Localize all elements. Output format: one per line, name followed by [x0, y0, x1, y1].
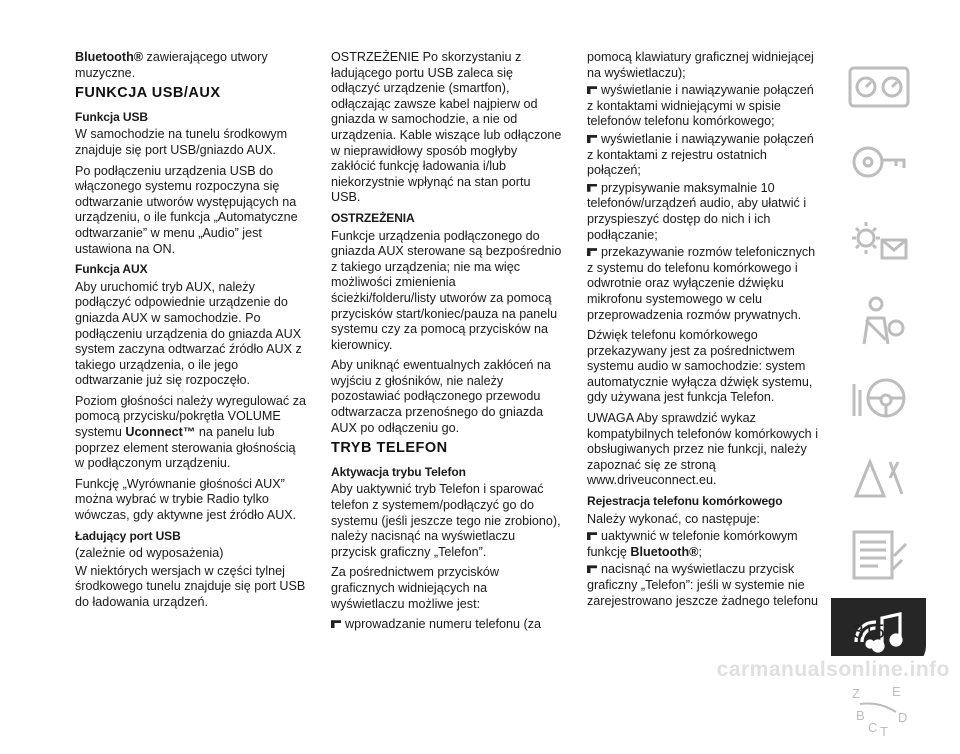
- intro-paragraph: Bluetooth® zawierającego utwory muzyczne.: [75, 50, 268, 80]
- index-letter: E: [892, 684, 901, 699]
- section-heading-phone-mode: TRYB TELEFON: [331, 440, 448, 457]
- seatbelt-safety-icon: [846, 292, 912, 350]
- section-heading-usb-aux: FUNKCJA USB/AUX: [75, 85, 221, 102]
- warning-paragraph: OSTRZEŻENIE Po skorzystaniu z ładującego portu USB zaleca się odłączyć urządzenie (smartfon), odłączając zawsze kabel najpierw od gniazda w samochodzie, a nie od urządzenia. Kable wiszące lub odłączone w nieprawidłowy sposób mogłyby zakłócić funkcję ładowania i/lub niekorzystnie wpłynąć na stan portu USB.: [331, 50, 562, 205]
- paragraph: Po podłączeniu urządzenia USB do włączonego systemu rozpoczyna się odtwarzanie utworów występujących na urządzeniu, o ile funkcja „Automatyczne odtwarzanie” w menu „Audio” jest ustawiona na ON.: [75, 163, 298, 256]
- maintenance-list-icon: [846, 526, 912, 584]
- chapter-index-sidebar: [831, 52, 926, 754]
- paragraph: Aby uaktywnić tryb Telefon i sparować telefon z systemem/podłączyć go do systemu (jeśli jeszcze tego nie zrobiono), należy nacisnąć na wyświetlaczu przycisk graficzny „Telefon”.: [331, 482, 561, 559]
- chapter-tab-safety[interactable]: [831, 286, 926, 356]
- chapter-tab-maintenance[interactable]: [831, 520, 926, 590]
- bullet-item: nacisnąć na wyświetlaczu przycisk graficzny „Telefon”: jeśli w systemie nie zarejestrowano jeszcze żadnego telefonu: [587, 562, 819, 608]
- subheading-aux: Funkcja AUX: [75, 262, 148, 277]
- breakdown-icon: [846, 448, 912, 506]
- watermark-strip: [560, 656, 960, 683]
- chapter-tab-safety-start[interactable]: [831, 130, 926, 200]
- paragraph: Należy wykonać, co następuje:: [587, 511, 760, 526]
- text-column-2: [331, 50, 563, 638]
- paragraph: W samochodzie na tunelu środkowym znajduje się port USB/gniazdo AUX.: [75, 127, 288, 157]
- index-letter: C: [868, 720, 878, 735]
- bullet-icon: [587, 135, 597, 143]
- steering-wheel-icon: [846, 370, 912, 428]
- paragraph: (zależnie od wyposażenia): [75, 546, 224, 561]
- paragraph: Za pośrednictwem przycisków graficznych widniejących na wyświetlaczu możliwe jest:: [331, 565, 499, 611]
- index-letters-icon: [846, 682, 912, 740]
- chapter-tab-driving[interactable]: [831, 364, 926, 434]
- index-letter: D: [898, 710, 908, 725]
- chapter-tab-dashboard[interactable]: [831, 52, 926, 122]
- bullet-item: wyświetlanie i nawiązywanie połączeń z kontaktami z rejestru ostatnich połączeń;: [587, 131, 814, 178]
- note-paragraph: UWAGA Aby sprawdzić wykaz kompatybilnych telefonów komórkowych i obsługiwanych przez nie funkcji, należy zapoznać się ze stroną www.driveuconnect.eu.: [587, 411, 818, 488]
- page-number: 315: [853, 622, 885, 643]
- index-letter: B: [856, 708, 865, 723]
- bullet-item: wyświetlanie i nawiązywanie połączeń z kontaktami widniejącymi w spisie telefonów telefonu komórkowego;: [587, 83, 814, 129]
- text-column-1: [75, 50, 307, 616]
- subheading-registration: Rejestracja telefonu komórkowego: [587, 494, 783, 509]
- text-column-3: [587, 50, 819, 614]
- subheading-warnings: OSTRZEŻENIA: [331, 210, 415, 225]
- bullet-icon: [587, 565, 597, 573]
- chapter-tab-warning-lights[interactable]: [831, 208, 926, 278]
- airbag-key-icon: [846, 136, 912, 194]
- paragraph: Dźwięk telefonu komórkowego przekazywany jest za pośrednictwem systemu audio w samochodzie: system automatycznie wyłącza dźwięk systemu, gdy używana jest funkcja Telefon.: [587, 328, 813, 405]
- subheading-usb: Funkcja USB: [75, 109, 148, 124]
- bullet-item: przypisywanie maksymalnie 10 telefonów/urządzeń audio, aby ułatwić i przyspieszyć dostęp do nich i ich podłączanie;: [587, 180, 807, 242]
- bullet-icon: [587, 184, 597, 192]
- bullet-item: uaktywnić w telefonie komórkowym funkcję Bluetooth®;: [587, 529, 798, 559]
- bullet-icon: [587, 248, 597, 256]
- paragraph: pomocą klawiatury graficznej widniejącej na wyświetlaczu);: [587, 50, 814, 80]
- index-letter: T: [880, 724, 888, 739]
- bullet-item: wprowadzanie numeru telefonu (za: [331, 617, 563, 633]
- subheading-charging-port: Ładujący port USB: [75, 528, 181, 543]
- bullet-item: przekazywanie rozmów telefonicznych z systemu do telefonu komórkowego i odwrotnie oraz wyłączenie dźwięku mikrofonu systemowego w celu przeprowadzenia rozmów prywatnych.: [587, 245, 816, 322]
- chapter-tab-emergency[interactable]: [831, 442, 926, 512]
- paragraph: Aby uniknąć ewentualnych zakłóceń na wyjściu z głośników, nie należy pozostawiać podłączonego przewodu odtwarzacza przenośnego do gniazda AUX po odłączeniu go.: [331, 358, 551, 435]
- bullet-icon: [331, 620, 341, 628]
- paragraph: Funkcję „Wyrównanie głośności AUX” można wybrać w trybie Radio tylko wówczas, gdy aktywne jest źródło AUX.: [75, 476, 297, 523]
- bullet-icon: [587, 86, 597, 94]
- car-dashboard-icon: [846, 58, 912, 116]
- index-letter: Z: [852, 686, 860, 701]
- bullet-icon: [587, 532, 597, 540]
- paragraph: Aby uruchomić tryb AUX, należy podłączyć odpowiednie urządzenie do gniazda AUX w samochodzie. Po podłączeniu urządzenia do gniazda AUX system zaczyna odtwarzać źródło AUX z takiego urządzenia, o ile jego odtwarzanie już się rozpoczęło.: [75, 279, 302, 388]
- warning-lights-icon: [846, 214, 912, 272]
- paragraph: Poziom głośności należy wyregulować za pomocą przycisku/pokrętła VOLUME systemu Uconnect™ na panelu lub poprzez element sterowania głośnością w podłączonym urządzeniu.: [75, 393, 306, 471]
- paragraph: Funkcje urządzenia podłączonego do gniazda AUX sterowane są bezpośrednio z takiego urządzenia; nie ma więc możliwości zmienienia ścieżki/folderu/listy utworów za pomocą przycisków start/koniec/pauza na panelu systemu czy za pomocą przycisków na kierownicy.: [331, 228, 562, 352]
- subheading-activation: Aktywacja trybu Telefon: [331, 464, 466, 479]
- watermark-text: carmanualsonline.info: [716, 658, 950, 681]
- paragraph: W niektórych wersjach w części tylnej środkowego tunelu znajduje się port USB do ładowania urządzeń.: [75, 563, 306, 609]
- chapter-tab-index[interactable]: [831, 676, 926, 746]
